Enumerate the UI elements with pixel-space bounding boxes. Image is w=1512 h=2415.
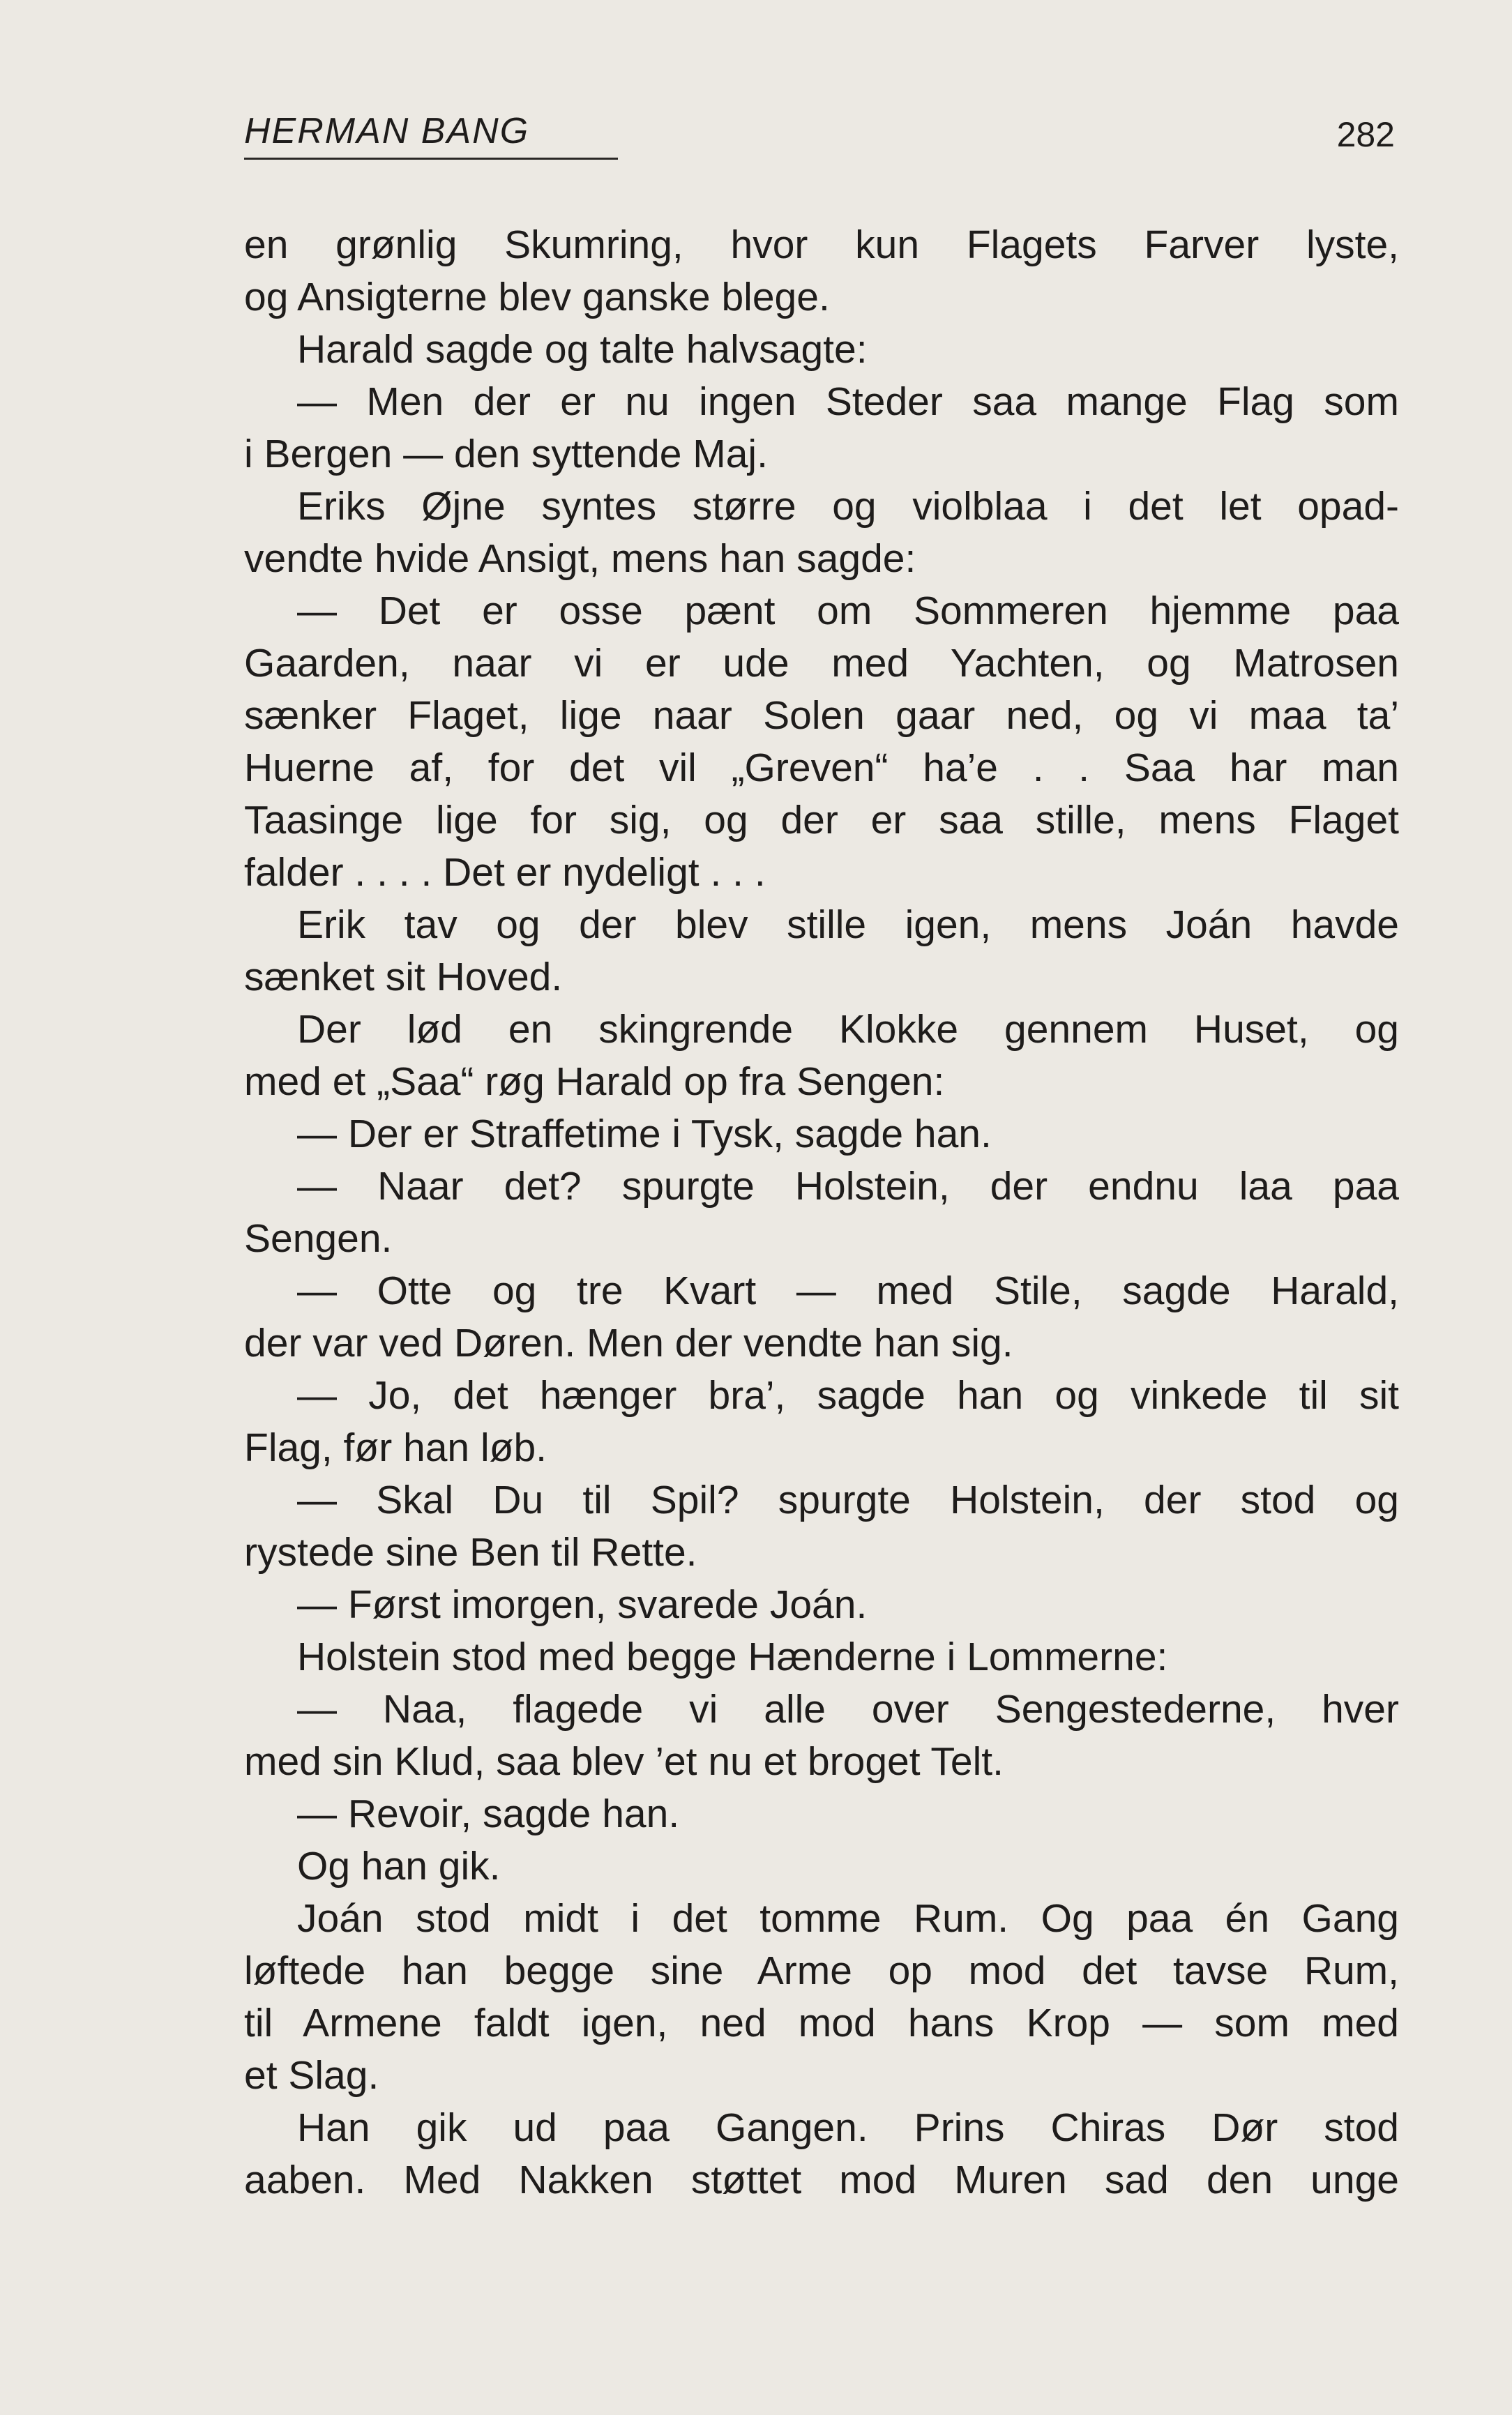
- text-line: Gaarden, naar vi er ude med Yachten, og Matrosen: [244, 641, 1399, 686]
- text-line: Holstein stod med begge Hænderne i Lommerne:: [297, 1635, 1168, 1679]
- text-line: — Der er Straffetime i Tysk, sagde han.: [297, 1112, 992, 1156]
- text-line: falder . . . . Det er nydeligt . . .: [244, 850, 766, 895]
- text-line: løftede han begge sine Arme op mod det tavse Rum,: [244, 1948, 1399, 1993]
- text-line: Sengen.: [244, 1216, 393, 1261]
- text-line: Og han gik.: [297, 1844, 501, 1888]
- text-line: — Jo, det hænger bra’, sagde han og vinkede til sit: [297, 1373, 1399, 1418]
- text-line: Erik tav og der blev stille igen, mens Joán havde: [297, 902, 1399, 947]
- text-line: til Armene faldt igen, ned mod hans Krop — som med: [244, 2001, 1399, 2045]
- text-line: Der lød en skingrende Klokke gennem Huset, og: [297, 1007, 1399, 1052]
- text-line: — Naar det? spurgte Holstein, der endnu laa paa: [297, 1164, 1399, 1209]
- text-line: — Naa, flagede vi alle over Sengestederne, hver: [297, 1687, 1399, 1732]
- text-line: rystede sine Ben til Rette.: [244, 1530, 697, 1575]
- text-line: — Skal Du til Spil? spurgte Holstein, der stod og: [297, 1478, 1399, 1522]
- text-line: Joán stod midt i det tomme Rum. Og paa én Gang: [297, 1896, 1399, 1941]
- text-line: — Først imorgen, svarede Joán.: [297, 1582, 868, 1627]
- body-text: [244, 219, 1399, 2206]
- text-line: Taasinge lige for sig, og der er saa stille, mens Flaget: [244, 798, 1399, 842]
- text-line: — Revoir, sagde han.: [297, 1792, 680, 1836]
- text-line: — Otte og tre Kvart — med Stile, sagde Harald,: [297, 1269, 1399, 1313]
- text-line: med sin Klud, saa blev ’et nu et broget Telt.: [244, 1739, 1004, 1784]
- text-line: — Det er osse pænt om Sommeren hjemme paa: [297, 589, 1399, 633]
- text-line: Harald sagde og talte halvsagte:: [297, 327, 868, 372]
- text-line: vendte hvide Ansigt, mens han sagde:: [244, 536, 916, 581]
- text-line: med et „Saa“ røg Harald op fra Sengen:: [244, 1059, 945, 1104]
- header-underline: [244, 158, 618, 160]
- text-line: Eriks Øjne syntes større og violblaa i det let opad-: [297, 484, 1399, 529]
- text-line: — Men der er nu ingen Steder saa mange Flag som: [297, 379, 1399, 424]
- text-line: en grønlig Skumring, hvor kun Flagets Farver lyste,: [244, 222, 1399, 267]
- text-line: Flag, før han løb.: [244, 1425, 547, 1470]
- text-line: i Bergen — den syttende Maj.: [244, 432, 768, 476]
- text-line: der var ved Døren. Men der vendte han sig.: [244, 1321, 1013, 1365]
- text-line: Han gik ud paa Gangen. Prins Chiras Dør stod: [297, 2105, 1399, 2150]
- page-number: 282: [1336, 115, 1395, 154]
- text-line: aaben. Med Nakken støttet mod Muren sad den unge: [244, 2158, 1399, 2202]
- text-line: sænket sit Hoved.: [244, 955, 563, 999]
- running-head: [244, 110, 1399, 159]
- text-line: Huerne af, for det vil „Greven“ ha’e . . Saa har man: [244, 745, 1399, 790]
- text-line: sænker Flaget, lige naar Solen gaar ned, og vi maa ta’: [244, 693, 1399, 738]
- text-line: et Slag.: [244, 2053, 379, 2098]
- text-line: og Ansigterne blev ganske blege.: [244, 275, 830, 319]
- running-head-author: HERMAN BANG: [244, 111, 530, 151]
